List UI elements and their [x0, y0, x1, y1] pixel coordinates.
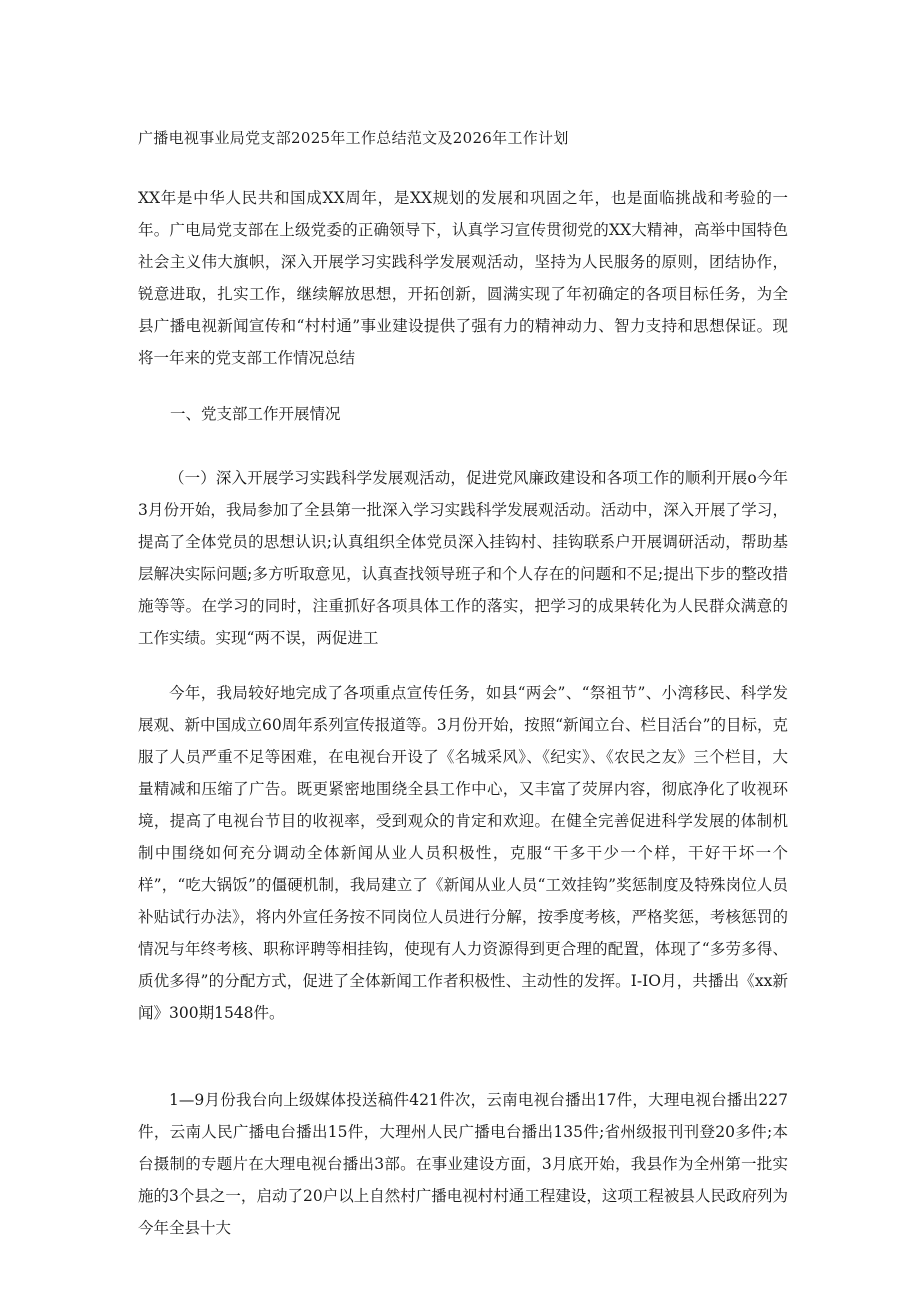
- intro-paragraph: XX年是中华人民共和国成XX周年，是XX规划的发展和巩固之年，也是面临挑战和考验的一年。广电局党支部在上级党委的正确领导下，认真学习宣传贯彻党的XX大精神，高举中国特色社会主义伟大旗帜，深入开展学习实践科学发展观活动，坚持为人民服务的原则，团结协作，锐意进取，扎实工作，继续解放思想，开拓创新，圆满实现了年初确定的各项目标任务，为全县广播电视新闻宣传和“村村通”事业建设提供了强有力的精神动力、智力支持和思想保证。现将一年来的党支部工作情况总结: [138, 189, 788, 367]
- body-paragraph-1: （一）深入开展学习实践科学发展观活动，促进党风廉政建设和各项工作的顺利开展o今年3月份开始，我局参加了全县第一批深入学习实践科学发展观活动。活动中，深入开展了学习，提高了全体党员的思想认识;认真组织全体党员深入挂钩村、挂钩联系户开展调研活动，帮助基层解决实际问题;多方听取意见，认真查找领导班子和个人存在的问题和不足;提出下步的整改措施等等。在学习的同时，注重抓好各项具体工作的落实，把学习的成果转化为人民群众满意的工作实绩。实现“两不误，两促进工: [138, 469, 788, 647]
- document-title: 广播电视事业局党支部2025年工作总结范文及2026年工作计划: [138, 129, 569, 147]
- body-paragraph-2: 今年，我局较好地完成了各项重点宣传任务，如县“两会”、“祭祖节”、小湾移民、科学发展观、新中国成立60周年系列宣传报道等。3月份开始，按照“新闻立台、栏目活台”的目标，克服了人员严重不足等困难，在电视台开设了《名城采风》、《纪实》、《农民之友》三个栏目，大量精减和压缩了广告。既更紧密地围绕全县工作中心，又丰富了荧屏内容，彻底净化了收视环境，提高了电视台节目的收视率，受到观众的肯定和欢迎。在健全完善促进科学发展的体制机制中围绕如何充分调动全体新闻从业人员积极性，克服“干多干少一个样，干好干坏一个样”，“吃大锅饭”的僵硬机制，我局建立了《新闻从业人员“工效挂钩”奖惩制度及特殊岗位人员补贴试行办法》，将内外宣任务按不同岗位人员进行分解，按季度考核，严格奖惩，考核惩罚的情况与年终考核、职称评聘等相挂钩，使现有人力资源得到更合理的配置，体现了“多劳多得、质优多得”的分配方式，促进了全体新闻工作者积极性、主动性的发挥。I-IO月，共播出《xx新闻》300期1548件。: [138, 684, 788, 1022]
- body-paragraph-3: 1—9月份我台向上级媒体投送稿件421件次，云南电视台播出17件，大理电视台播出227件，云南人民广播电台播出15件，大理州人民广播电台播出135件;省州级报刊刊登20多件;本台摄制的专题片在大理电视台播出3部。在事业建设方面，3月底开始，我县作为全州第一批实施的3个县之一，启动了20户以上自然村广播电视村村通工程建设，这项工程被县人民政府列为今年全县十大: [138, 1091, 788, 1237]
- section-heading: 一、党支部工作开展情况: [170, 405, 341, 423]
